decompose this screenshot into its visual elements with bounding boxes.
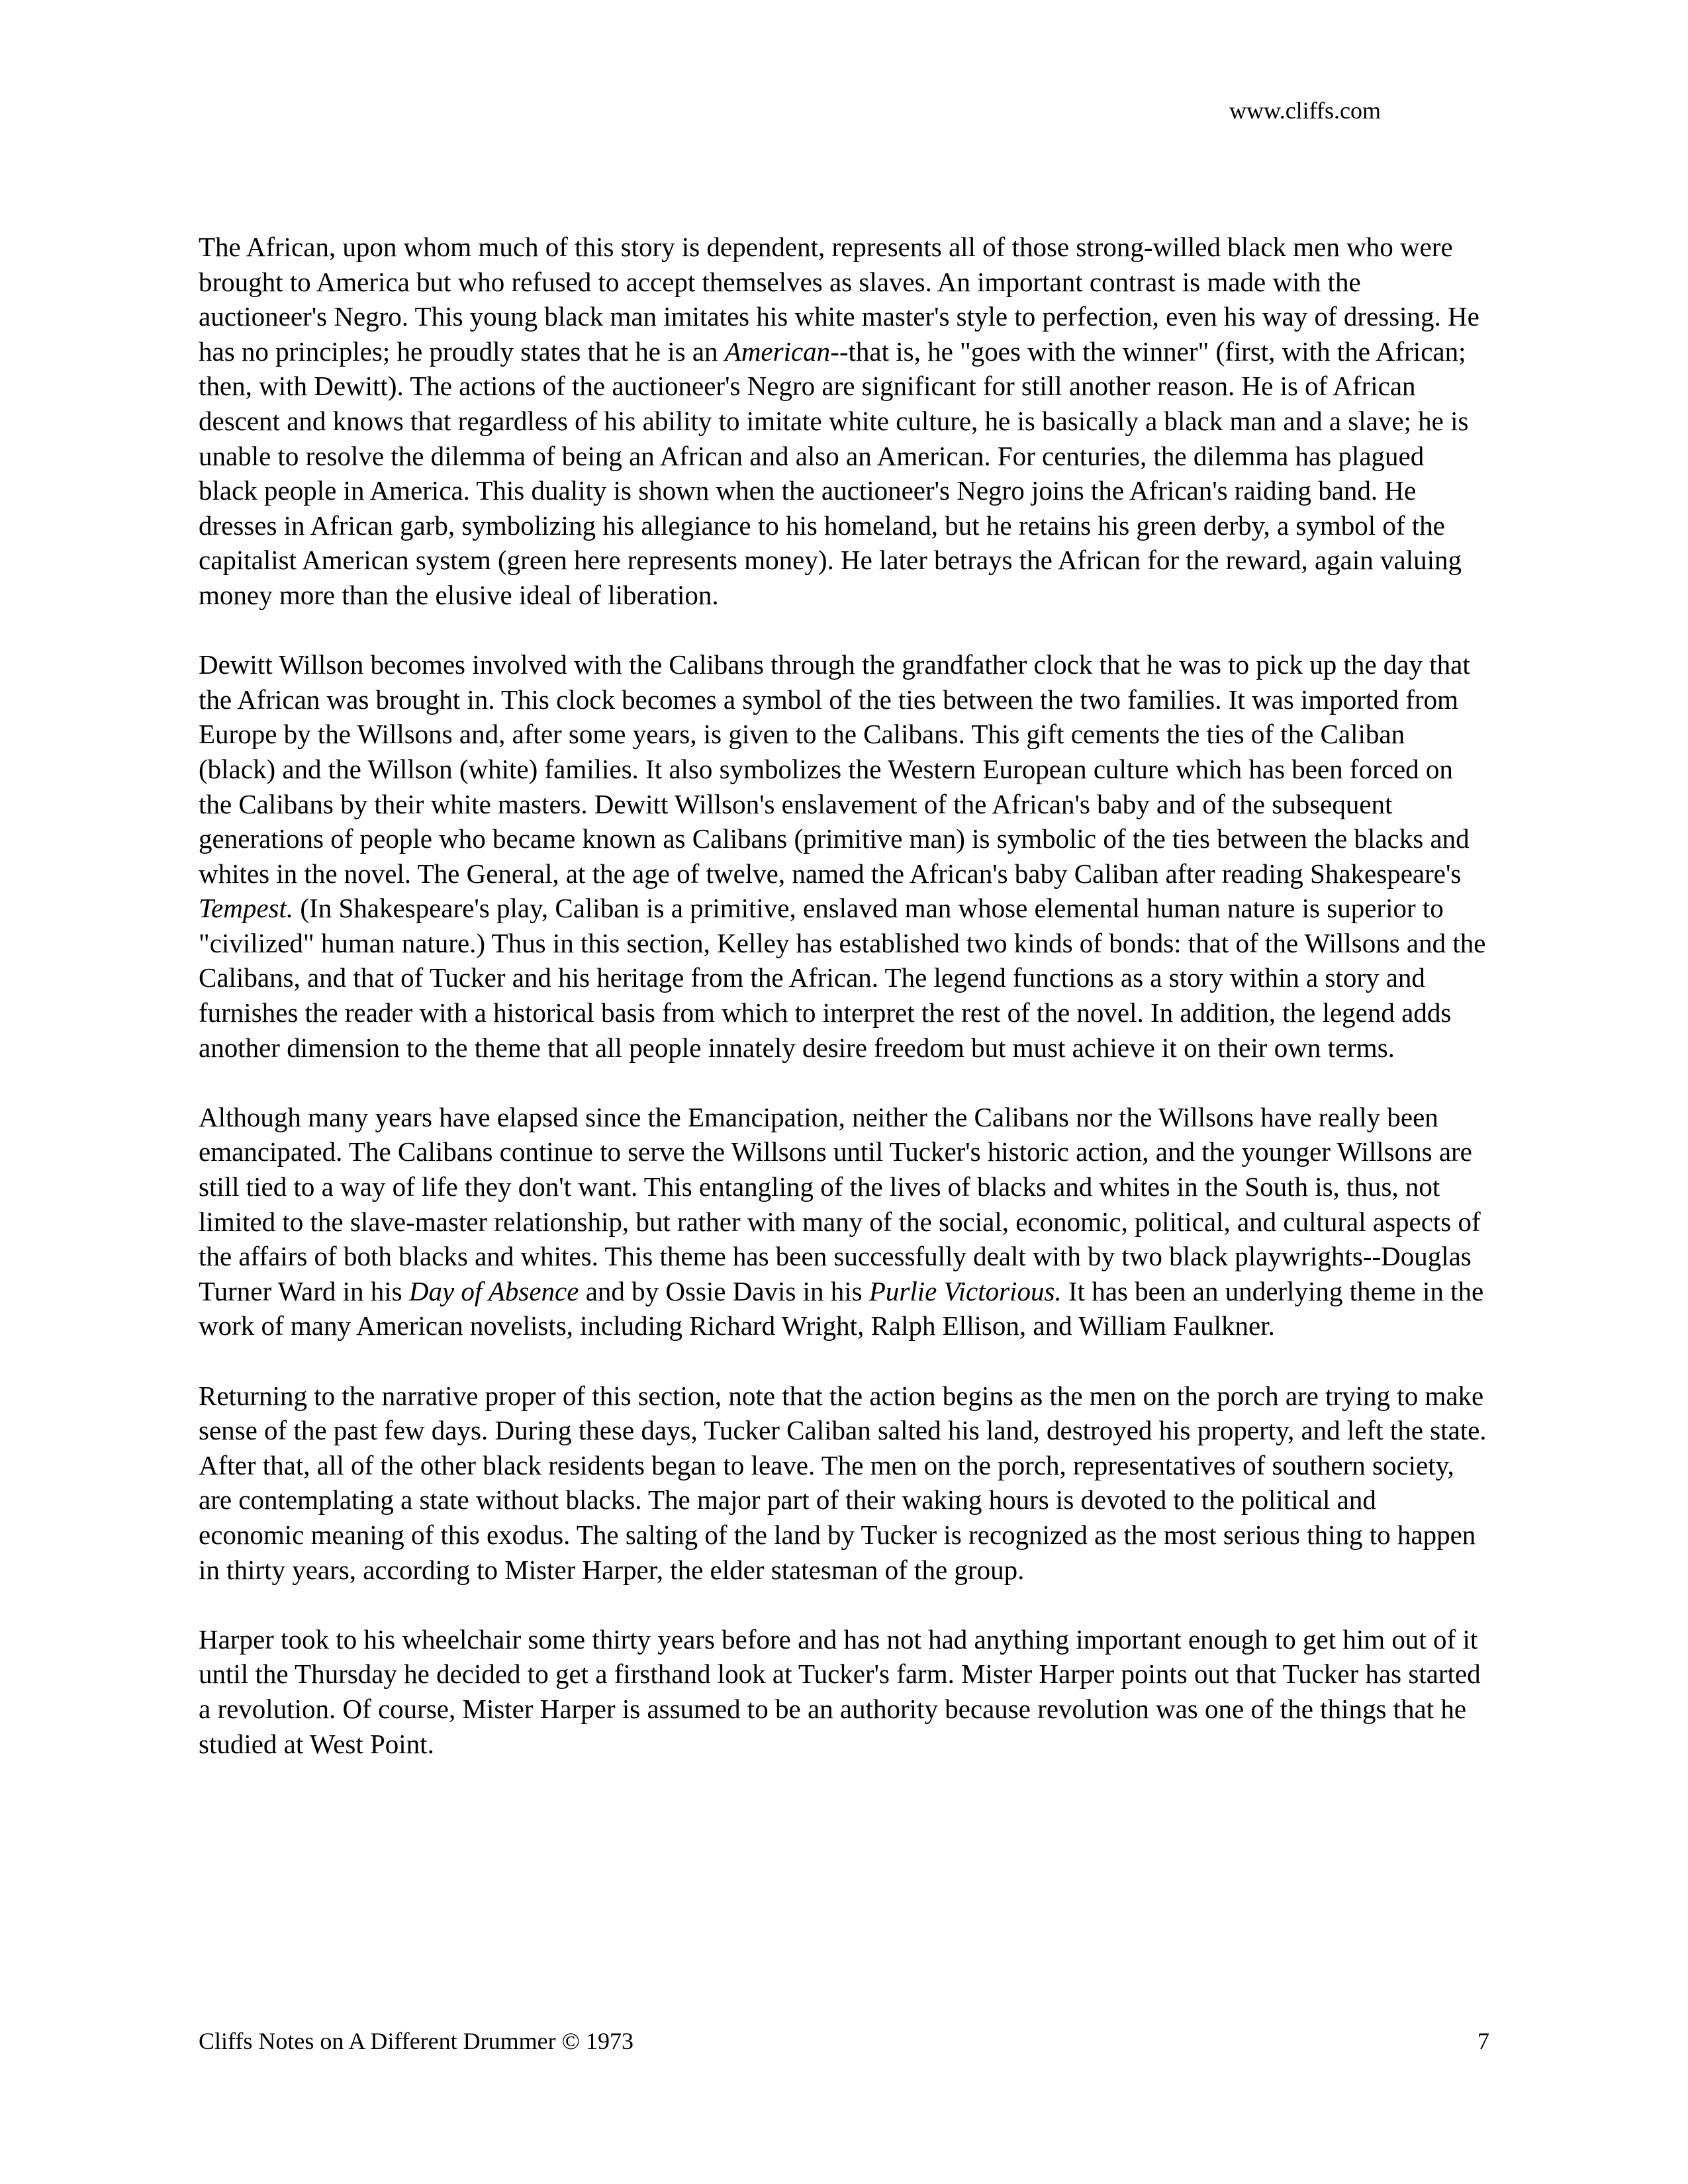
text-segment: (In Shakespeare's play, Caliban is a primitive, enslaved man whose elemental human nature is superior to "civilized" human nature.) Thus in this section, Kelley has established two kinds of bonds: that of the Willsons and the Calibans, and that of Tucker and his heritage from the African. The legend functions as a story within a story and furnishes the reader with a historical basis from which to interpret the rest of the novel. In addition, the legend adds another dimension to the theme that all people innately desire freedom but must achieve it on their own terms. [199, 893, 1486, 1063]
header-url: www.cliffs.com [1229, 97, 1381, 124]
text-segment: and by Ossie Davis in his [579, 1275, 869, 1306]
paragraph-african [199, 230, 1488, 613]
footer-title: Cliffs Notes on A Different Drummer © 1973 [199, 2028, 633, 2054]
text-segment: It has been an underlying theme in the work of many American novelists, including Richard Wright, Ralph Ellison, and William Faulkner. [199, 1275, 1484, 1342]
paragraph-narrative [199, 1379, 1488, 1588]
text-segment: Although many years have elapsed since the Emancipation, neither the Calibans nor the Willsons have really been emancipated. The Calibans continue to serve the Willsons until Tucker's historic action, and the younger Willsons are still tied to a way of life they don't want. This entangling of the lives of blacks and whites in the South is, thus, not limited to the slave-master relationship, but rather with many of the social, economic, political, and cultural aspects of the affairs of both blacks and whites. This theme has been successfully dealt with by two black playwrights--Douglas Turner Ward in his [199, 1101, 1481, 1306]
text-segment: --that is, he "goes with the winner" (first, with the African; then, with Dewitt). The actions of the auctioneer's Negro are significant for still another reason. He is of African descent and knows that regardless of his ability to imitate white culture, he is basically a black man and a slave; he is unable to resolve the dilemma of being an African and also an American. For centuries, the dilemma has plagued black people in America. This duality is shown when the auctioneer's Negro joins the African's raiding band. He dresses in African garb, symbolizing his allegiance to his homeland, but he retains his green derby, a symbol of the capitalist American system (green here represents money). He later betrays the African for the reward, again valuing money more than the elusive ideal of liberation. [199, 336, 1469, 610]
text-segment: Dewitt Willson becomes involved with the Calibans through the grandfather clock that he was to pick up the day that the African was brought in. This clock becomes a symbol of the ties between the two families. It was imported from Europe by the Willsons and, after some years, is given to the Calibans. This gift cements the ties of the Caliban (black) and the Willson (white) families. It also symbolizes the Western European culture which has been forced on the Calibans by their white masters. Dewitt Willson's enslavement of the African's baby and of the subsequent generations of people who became known as Calibans (primitive man) is symbolic of the ties between the blacks and whites in the novel. The General, at the age of twelve, named the African's baby Caliban after reading Shakespeare's [199, 649, 1470, 889]
text-segment: Harper took to his wheelchair some thirty years before and has not had anything important enough to get him out of it until the Thursday he decided to get a firsthand look at Tucker's farm. Mister Harper points out that Tucker has started a revolution. Of course, Mister Harper is assumed to be an authority because revolution was one of the things that he studied at West Point. [199, 1623, 1481, 1759]
text-segment: Returning to the narrative proper of this section, note that the action begins as the men on the porch are trying to make sense of the past few days. During these days, Tucker Caliban salted his land, destroyed his property, and left the state. After that, all of the other black residents began to leave. The men on the porch, representatives of southern society, are contemplating a state without blacks. The major part of their waking hours is devoted to the political and economic meaning of this exodus. The salting of the land by Tucker is recognized as the most serious thing to happen in thirty years, according to Mister Harper, the elder statesman of the group. [199, 1380, 1487, 1585]
text-segment: The African, upon whom much of this story is dependent, represents all of those strong-willed black men who were brought to America but who refused to accept themselves as slaves. An important contrast is made with the auctioneer's Negro. This young black man imitates his white master's style to perfection, even his way of dressing. He has no principles; he proudly states that he is an [199, 232, 1479, 367]
paragraph-harper [199, 1622, 1488, 1761]
paragraph-dewitt-willson [199, 647, 1488, 1065]
paragraph-emancipation [199, 1100, 1488, 1343]
text-segment-italic: Purlie Victorious. [868, 1275, 1062, 1306]
page-number: 7 [1477, 2028, 1489, 2054]
text-segment-italic: Day of Absence [408, 1275, 579, 1306]
body-text [199, 230, 1488, 1761]
text-segment-italic: Tempest. [199, 893, 294, 924]
text-segment-italic: American [724, 336, 831, 367]
